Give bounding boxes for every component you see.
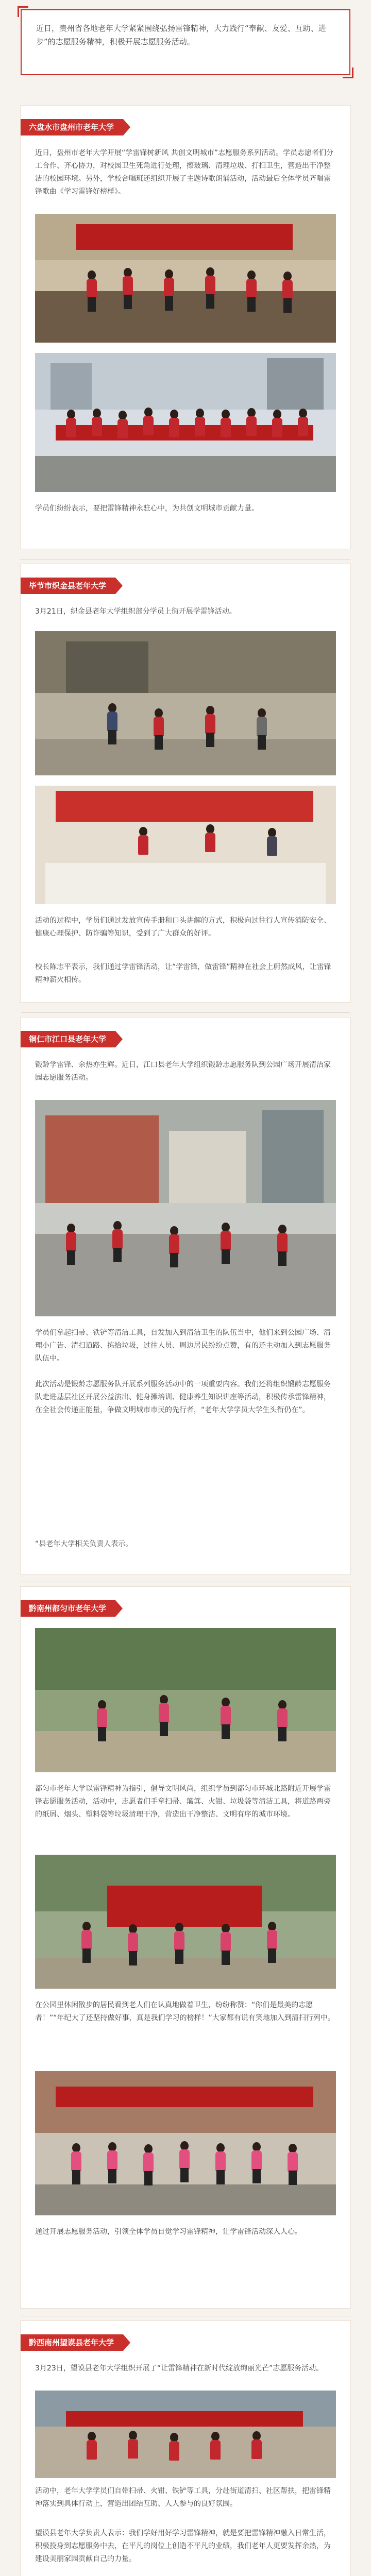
section-paragraph: 校长陈志平表示，我们通过学雷锋活动，让“学雷锋，做雷锋”精神在社会上蔚然成风，让雷锋精神薪火相传。 [35, 963, 331, 984]
section-paragraph: 活动中，老年大学学员们自带扫帚、火钳、铁铲等工具，分赴街道清扫、社区帮扶，把雷锋精神落实到具体行动上，营造出团结互助、人人参与的良好氛围。 [35, 2487, 331, 2508]
section-jiangkou [21, 1018, 350, 1574]
photo-cleaning [35, 1628, 336, 1772]
section-title: 铜仁市江口县老年大学 [21, 1031, 115, 1047]
section-paragraph: 近日，盘州市老年大学开展“学雷锋树新风 共创文明城市”志愿服务系列活动。学员志愿者们分工合作、齐心协力，对校园卫生死角进行处理，擦玻璃、清理垃圾、打扫卫生，营造出干净整洁的校园环境。另外，学校合唱班还组织开展了主题诗歌朗诵活动，活动最后全体学员齐唱雷锋歌曲《学习雷锋好榜样》。 [35, 149, 333, 196]
section-paragraph: 活动的过程中，学员们通过发放宣传手册和口头讲解的方式，积极向过往行人宣传消防安全、健康心理保护、防诈骗等知识，受到了广大群众的好评。 [35, 917, 331, 938]
section-paragraph: 在公园里休闲散步的居民看到老人们在认真地做着卫生，纷纷称赞：“你们是最美的志愿者！”“年纪大了还坚持做好事，真是我们学习的榜样！”大家都有说有笑地加入到清扫行列中。 [35, 2001, 335, 2022]
section-paragraph: 锻龄学雷锋、余热亦生辉。近日，江口县老年大学组织锻龄志愿服务队到公园广场开展清洁家园志愿服务活动。 [35, 1061, 331, 1082]
section-duyun [21, 1587, 350, 2308]
photo-group [35, 353, 336, 492]
section-zhijin [21, 564, 350, 1002]
photo-street [35, 631, 336, 775]
photo-flag-group [35, 1855, 336, 1989]
section-paragraph: 都匀市老年大学以雷锋精神为指引，倡导文明风尚，组织学员到都匀市环城北路附近开展学雷锋志愿服务活动，活动中，志愿者们手拿扫帚、簸箕、火钳、垃圾袋等清洁工具，将道路两旁的纸屑、烟头、塑料袋等垃圾清理干净，营造出干净整洁、文明有序的城市环境。 [35, 1785, 331, 1819]
section-paragraph: 通过开展志愿服务活动，引领全体学员自觉学习雷锋精神，让学雷锋活动深入人心。 [35, 2228, 302, 2236]
photo-wangmo [35, 2391, 336, 2478]
divider [21, 559, 350, 560]
divider [21, 1012, 350, 1013]
intro-text: 近日，贵州省各地老年大学紧紧围绕弘扬雷锋精神，大力践行“奉献、友爱、互助、进步”的志愿服务精神，积极开展志愿服务活动。 [36, 24, 326, 46]
section-title: 黔西南州望谟县老年大学 [21, 2334, 123, 2351]
section-paragraph: 此次活动是锻龄志愿服务队开展系列服务活动中的一项重要内容。我们还将组织锻龄志愿服务队走进基层社区开展公益演出、健身操培训、健康养生知识讲座等活动，积极传承雷锋精神，在全社会传递正能量，争做文明城市市民的先行者，“老年大学学员大学生头衔仍在”。 [35, 1380, 331, 1414]
section-paragraph: 学员们纷纷表示，要把雷锋精神永驻心中，为共创文明城市贡献力量。 [35, 504, 259, 513]
section-paragraph: 3月21日，织金县老年大学组织部分学员上街开展学雷锋活动。 [35, 607, 237, 616]
photo-plaza [35, 1100, 336, 1316]
intro-box [21, 9, 350, 75]
photo-activity [35, 214, 336, 343]
section-paragraph: “县老年大学相关负责人表示。 [35, 1540, 133, 1548]
section-title: 毕节市织金县老年大学 [21, 578, 115, 594]
section-panzhou [21, 106, 350, 549]
photo-table [35, 786, 336, 904]
section-paragraph: 学员们拿起扫帚、铁铲等清洁工具，自发加入到清洁卫生的队伍当中，他们来到公园广场、清理小广告、清扫道路、拣拾垃圾，过往人员、周边居民纷纷点赞，有的还主动加入到志愿服务队伍中。 [35, 1329, 331, 1363]
photo-pink-group [35, 2071, 336, 2215]
section-title: 六盘水市盘州市老年大学 [21, 119, 123, 135]
section-title: 黔南州都匀市老年大学 [21, 1600, 115, 1617]
section-paragraph: 3月23日，望谟县老年大学组织开展了“让雷锋精神在新时代绽放绚丽光芒”志愿服务活动。 [35, 2364, 324, 2372]
section-wangmo [21, 2321, 350, 2576]
section-paragraph: 望谟县老年大学负责人表示：我们学好用好学习雷锋精神，就是要把雷锋精神融入日常生活，积极投身到志愿服务中去，在平凡的岗位上创造不平凡的业绩，我们老年人更要发挥余热，为建设美丽家园贡献自己的力量。 [35, 2529, 331, 2563]
